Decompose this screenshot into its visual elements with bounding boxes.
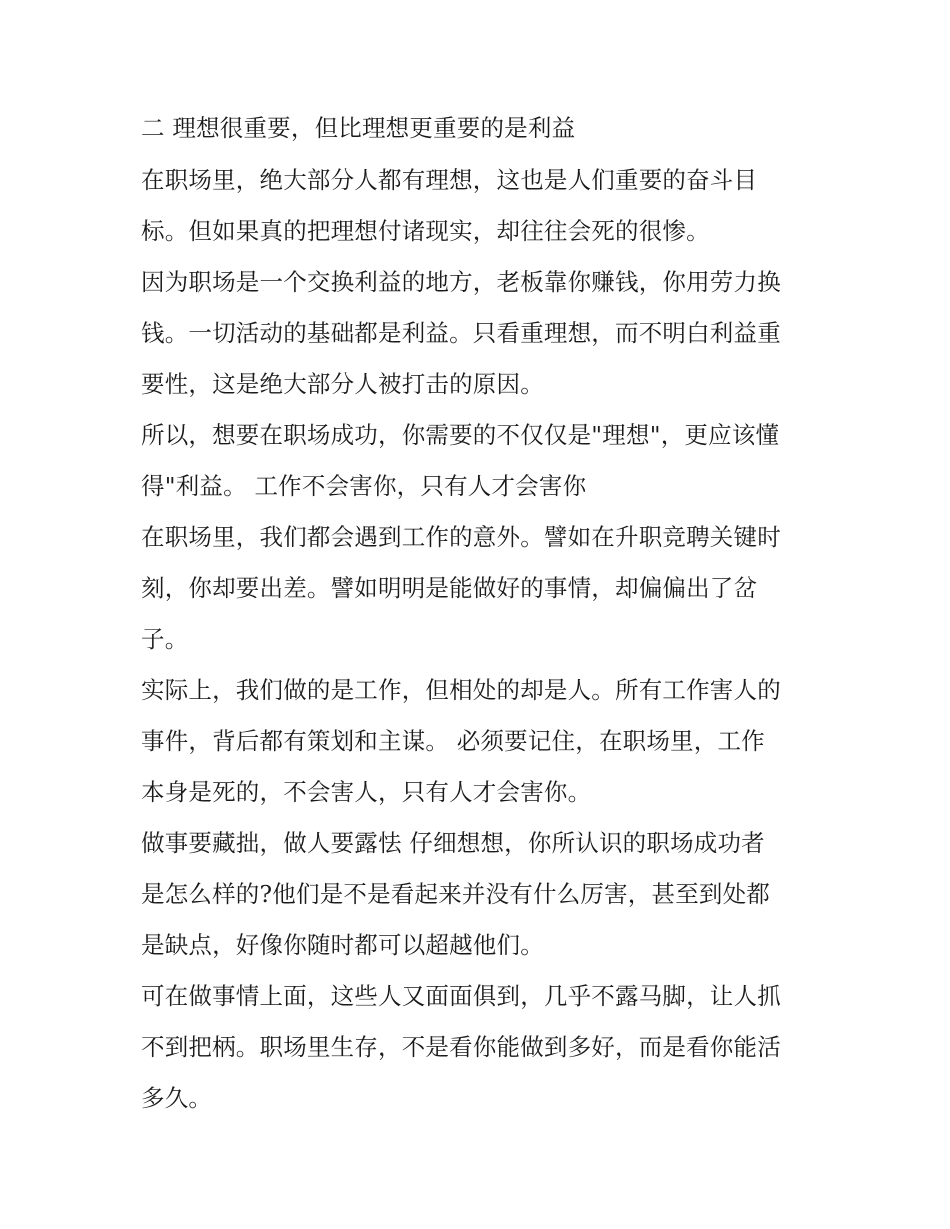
text-line: 因为职场是一个交换利益的地方，老板靠你赚钱，你用劳力换 [141, 268, 781, 296]
text-line: 实际上，我们做的是工作，但相处的却是人。所有工作害人的 [141, 676, 781, 704]
text-line: 在职场里，我们都会遇到工作的意外。譬如在升职竞聘关键时 [141, 523, 781, 551]
text-line: 要性，这是绝大部分人被打击的原因。 [141, 370, 544, 398]
text-line: 做事要藏拙，做人要露怯 仔细想想，你所认识的职场成功者 [141, 829, 765, 857]
section-heading: 二 理想很重要，但比理想更重要的是利益 [141, 114, 576, 142]
text-line: 子。 [141, 625, 189, 653]
text-line: 在职场里，绝大部分人都有理想，这也是人们重要的奋斗目 [141, 166, 758, 194]
text-line: 是缺点，好像你随时都可以超越他们。 [141, 931, 544, 959]
text-line: 得"利益。 工作不会害你，只有人才会害你 [141, 472, 587, 500]
text-line: 不到把柄。职场里生存，不是看你能做到多好，而是看你能活 [141, 1033, 781, 1061]
text-line: 本身是死的，不会害人，只有人才会害你。 [141, 778, 592, 806]
text-line: 所以，想要在职场成功，你需要的不仅仅是"理想"，更应该懂 [141, 421, 780, 449]
text-line: 是怎么样的?他们是不是看起来并没有什么厉害，甚至到处都 [141, 880, 770, 908]
text-line: 事件，背后都有策划和主谋。 必须要记住，在职场里，工作 [141, 727, 765, 755]
text-line: 钱。一切活动的基础都是利益。只看重理想，而不明白利益重 [141, 319, 781, 347]
text-line: 标。但如果真的把理想付诸现实，却往往会死的很惨。 [141, 217, 710, 245]
text-line: 可在做事情上面，这些人又面面俱到，几乎不露马脚，让人抓 [141, 982, 781, 1010]
text-line: 刻，你却要出差。譬如明明是能做好的事情，却偏偏出了岔 [141, 574, 758, 602]
text-line: 多久。 [141, 1084, 213, 1112]
